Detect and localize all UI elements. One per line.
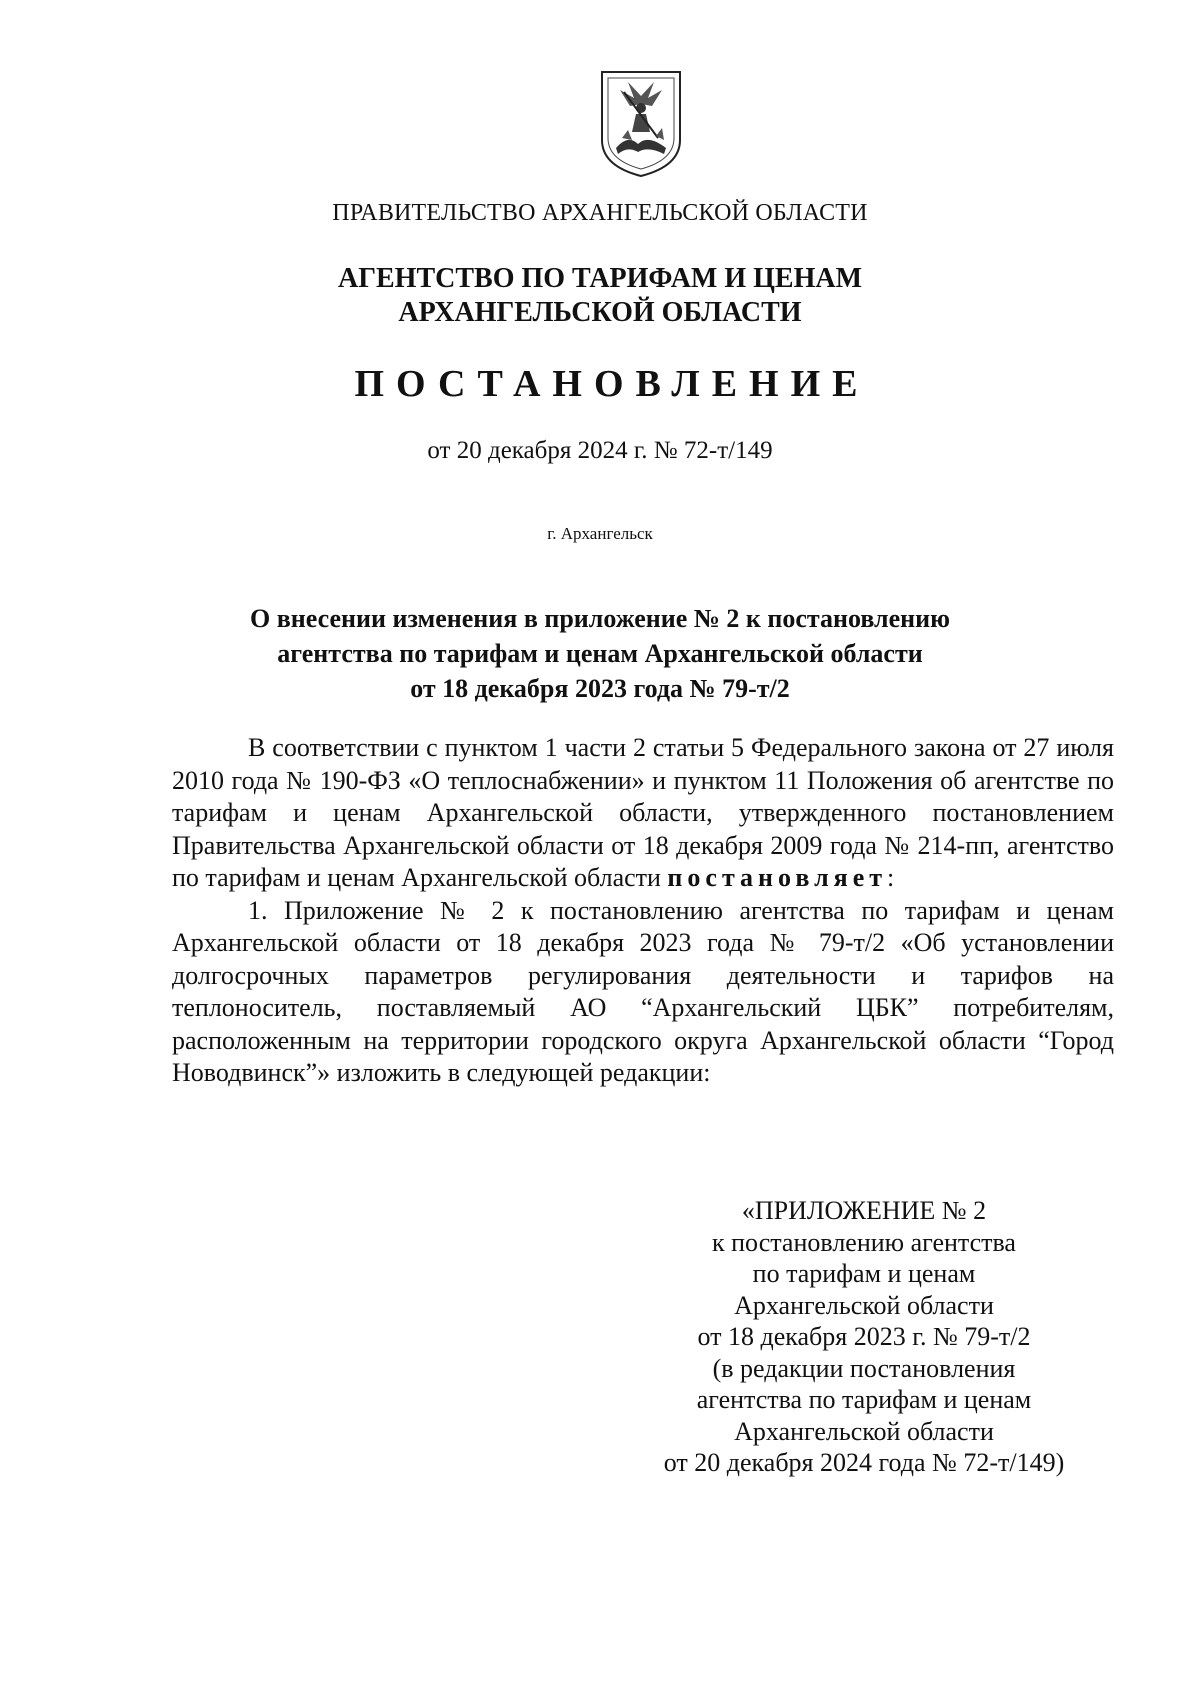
appendix-line: от 18 декабря 2023 г. № 79-т/2 [697, 1322, 1031, 1351]
appendix-line: от 20 декабря 2024 года № 72-т/149) [663, 1448, 1065, 1477]
document-date-number: от 20 декабря 2024 г. № 72-т/149 [427, 437, 773, 464]
body-paragraph-item1: 1. Приложение № 2 к постановлению агентства по тарифам и ценам Архангельской области от 18 декабря 2023 года № 79-т/2 «Об установлении долгосрочных параметров регулирования деятельности и тарифов на теплоноситель, поставляемый АО “Архангельский ЦБК” потребителям, расположенным на территории городского округа Архангельской области “Город Новодвинск”» изложить в следующей редакции: [172, 895, 1114, 1087]
appendix-line: к постановлению агентства [712, 1227, 1016, 1257]
coat-of-arms-icon [598, 68, 684, 178]
subject-line2: агентства по тарифам и ценам Архангельской области [277, 639, 923, 668]
agency-name-line2: АРХАНГЕЛЬСКОЙ ОБЛАСТИ [398, 297, 802, 328]
appendix-line: агентства по тарифам и ценам [696, 1385, 1032, 1414]
appendix-line: по тарифам и ценам [752, 1259, 976, 1288]
document-city: г. Архангельск [547, 524, 653, 543]
preamble-text: В соответствии с пунктом 1 части 2 статьи 5 Федерального закона от 27 июля 2010 года № 190-ФЗ «О теплоснабжении» и пунктом 11 Положения об агентстве по тарифам и ценам Архангельской области, утвержденного постановлением Правительства Архангельской области от 18 декабря 2009 года № 214-пп, агентство по тарифам и ценам Архангельской области [172, 733, 1114, 892]
document-subject [0, 601, 1200, 706]
decree-word: постановляет [667, 863, 888, 892]
appendix-line: Архангельской области [734, 1416, 994, 1446]
document-body [172, 732, 1114, 1090]
appendix-line: «ПРИЛОЖЕНИЕ № 2 [741, 1196, 987, 1225]
appendix-block [640, 1195, 1088, 1479]
appendix-line: (в редакции постановления [712, 1353, 1016, 1383]
agency-name [0, 262, 1200, 330]
subject-line3: от 18 декабря 2023 года № 79-т/2 [410, 674, 790, 703]
government-name: ПРАВИТЕЛЬСТВО АРХАНГЕЛЬСКОЙ ОБЛАСТИ [332, 200, 868, 226]
agency-name-line1: АГЕНТСТВО ПО ТАРИФАМ И ЦЕНАМ [337, 263, 863, 294]
preamble-colon: : [887, 863, 895, 892]
appendix-line: Архангельской области [734, 1290, 994, 1320]
document-type: ПОСТАНОВЛЕНИЕ [354, 363, 870, 405]
body-paragraph-preamble [172, 732, 1114, 895]
subject-line1: О внесении изменения в приложение № 2 к постановлению [250, 604, 950, 633]
